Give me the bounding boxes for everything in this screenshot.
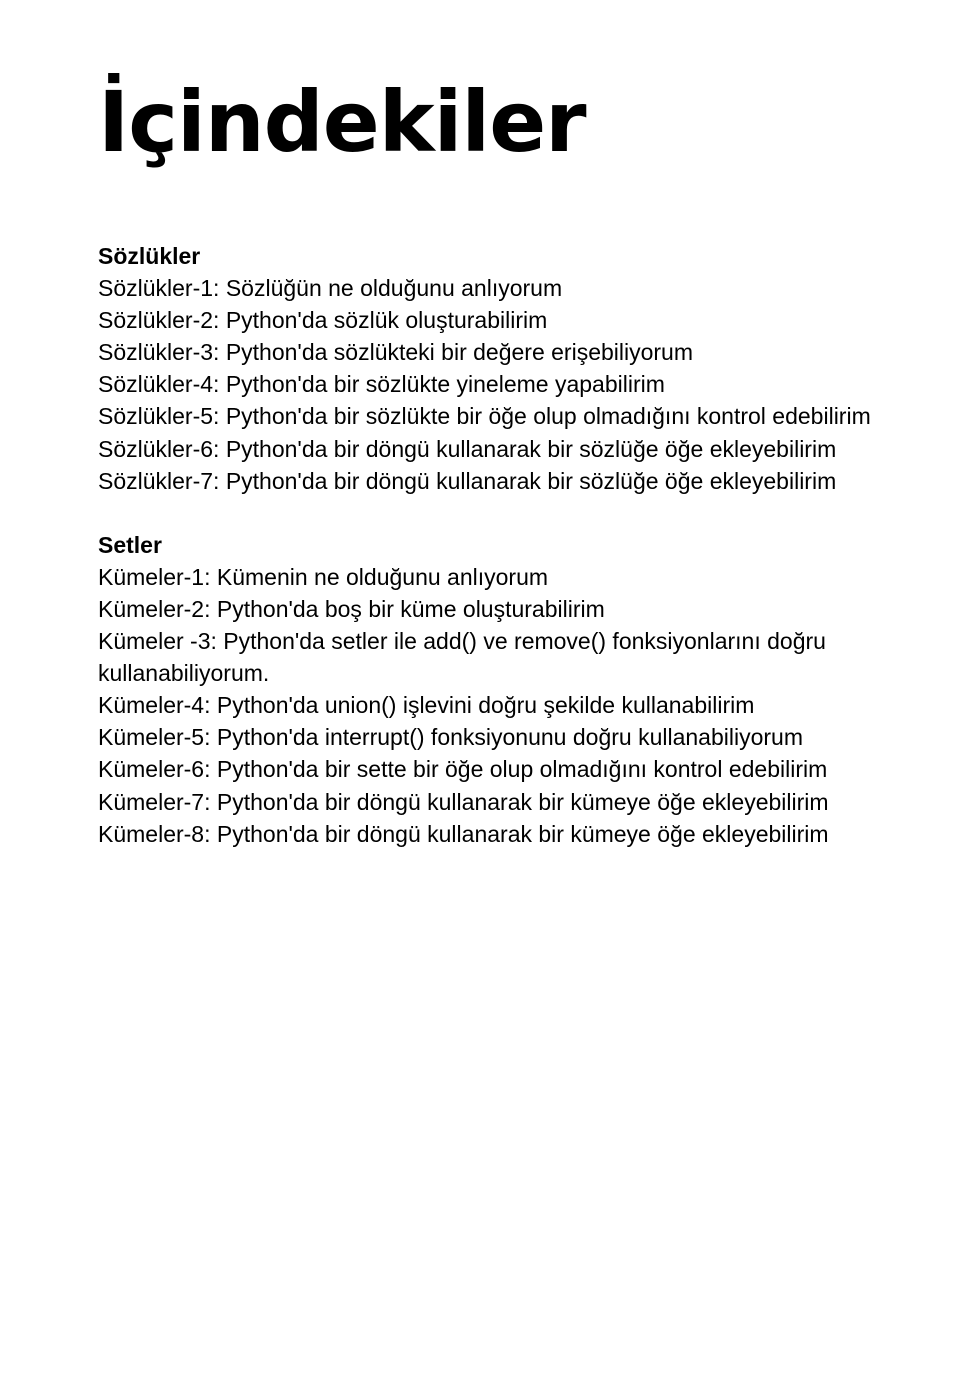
list-item: Sözlükler-2: Python'da sözlük oluşturabilirim [98,307,548,334]
list-item: Sözlükler-3: Python'da sözlükteki bir değere erişebiliyorum [98,339,694,366]
list-item: Kümeler-5: Python'da interrupt() fonksiyonunu doğru kullanabiliyorum [98,724,803,751]
list-item: Kümeler-8: Python'da bir döngü kullanarak bir kümeye öğe ekleyebilirim [98,820,829,847]
list-item: Kümeler-4: Python'da union() işlevini doğru şekilde kullanabilirim [98,692,755,719]
item-list [98,272,888,497]
list-item: Kümeler -3: Python'da setler ile add() ve remove() fonksiyonlarını doğru kullanabiliyorum. [98,628,826,687]
list-item: Kümeler-2: Python'da boş bir küme oluşturabilirim [98,595,605,622]
page-title: İçindekiler [98,73,586,171]
list-item: Sözlükler-1: Sözlüğün ne olduğunu anlıyorum [98,275,563,302]
list-item: Kümeler-6: Python'da bir sette bir öğe olup olmadığını kontrol edebilirim [98,756,828,783]
list-item: Kümeler-1: Kümenin ne olduğunu anlıyorum [98,563,549,590]
list-item: Sözlükler-6: Python'da bir döngü kullanarak bir sözlüğe öğe ekleyebilirim [98,435,837,462]
section-setler [98,529,888,850]
list-item: Sözlükler-7: Python'da bir döngü kullanarak bir sözlüğe öğe ekleyebilirim [98,467,837,494]
section-heading: Sözlükler [98,243,201,269]
list-item: Sözlükler-5: Python'da bir sözlükte bir öğe olup olmadığını kontrol edebilirim [98,403,871,430]
list-item: Kümeler-7: Python'da bir döngü kullanarak bir kümeye öğe ekleyebilirim [98,788,829,815]
table-of-contents [98,240,888,882]
section-sozlukler [98,240,888,497]
item-list [98,561,888,850]
list-item: Sözlükler-4: Python'da bir sözlükte yineleme yapabilirim [98,371,665,398]
section-heading: Setler [98,531,162,558]
